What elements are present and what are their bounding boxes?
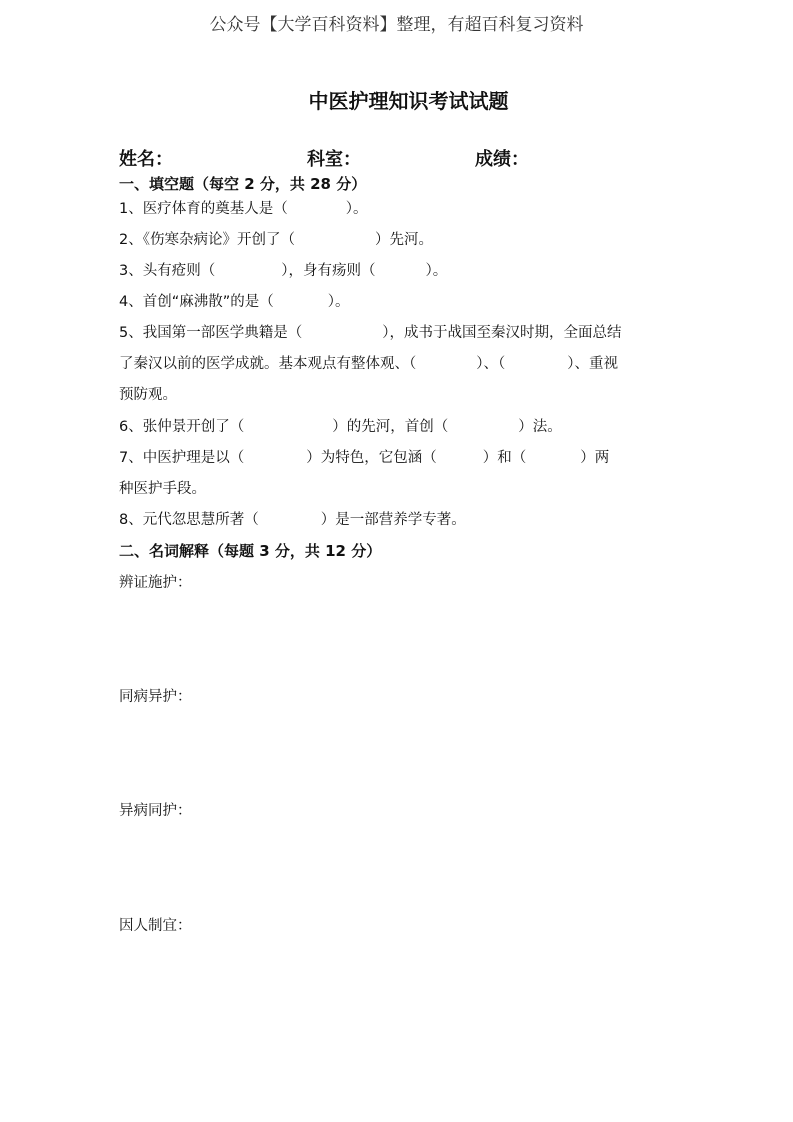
term-label: 同病异护： [119,689,192,705]
question-5-cont: 了秦汉以前的医学成就。基本观点有整体观、（ ）、（ ）、重视 [119,356,618,372]
dept-label: 科室： [307,149,361,170]
question-7-cont: 种医护手段。 [119,481,206,497]
question-4: 4、首创“麻沸散”的是（ ）。 [119,294,350,310]
page-header: 公众号【大学百科资料】整理，有超百科复习资料 [209,15,584,35]
question-5: 5、我国第一部医学典籍是（ ），成书于战国至秦汉时期，全面总结 [119,325,622,341]
term-label: 因人制宜： [119,918,192,934]
term-label: 辨证施护： [119,575,192,591]
question-1: 1、医疗体育的奠基人是（ ）。 [119,201,368,217]
question-2: 2、《伤寒杂病论》开创了（ ）先河。 [119,232,433,248]
name-label: 姓名： [119,149,173,170]
section-heading: 一、填空题（每空 2 分，共 28 分） [119,175,367,193]
question-6: 6、张仲景开创了（ ）的先河，首创（ ）法。 [119,419,562,435]
question-5-end: 预防观。 [119,387,177,403]
page-title: 中医护理知识考试试题 [308,89,509,113]
question-8: 8、元代忽思慧所著（ ）是一部营养学专著。 [119,512,466,528]
section-heading: 二、名词解释（每题 3 分，共 12 分） [119,542,382,560]
question-7: 7、中医护理是以（ ）为特色，它包涵（ ）和（ ）两 [119,450,610,466]
score-label: 成绩： [475,149,529,170]
question-3: 3、头有疮则（ ），身有疡则（ ）。 [119,263,448,279]
term-label: 异病同护： [119,803,192,819]
